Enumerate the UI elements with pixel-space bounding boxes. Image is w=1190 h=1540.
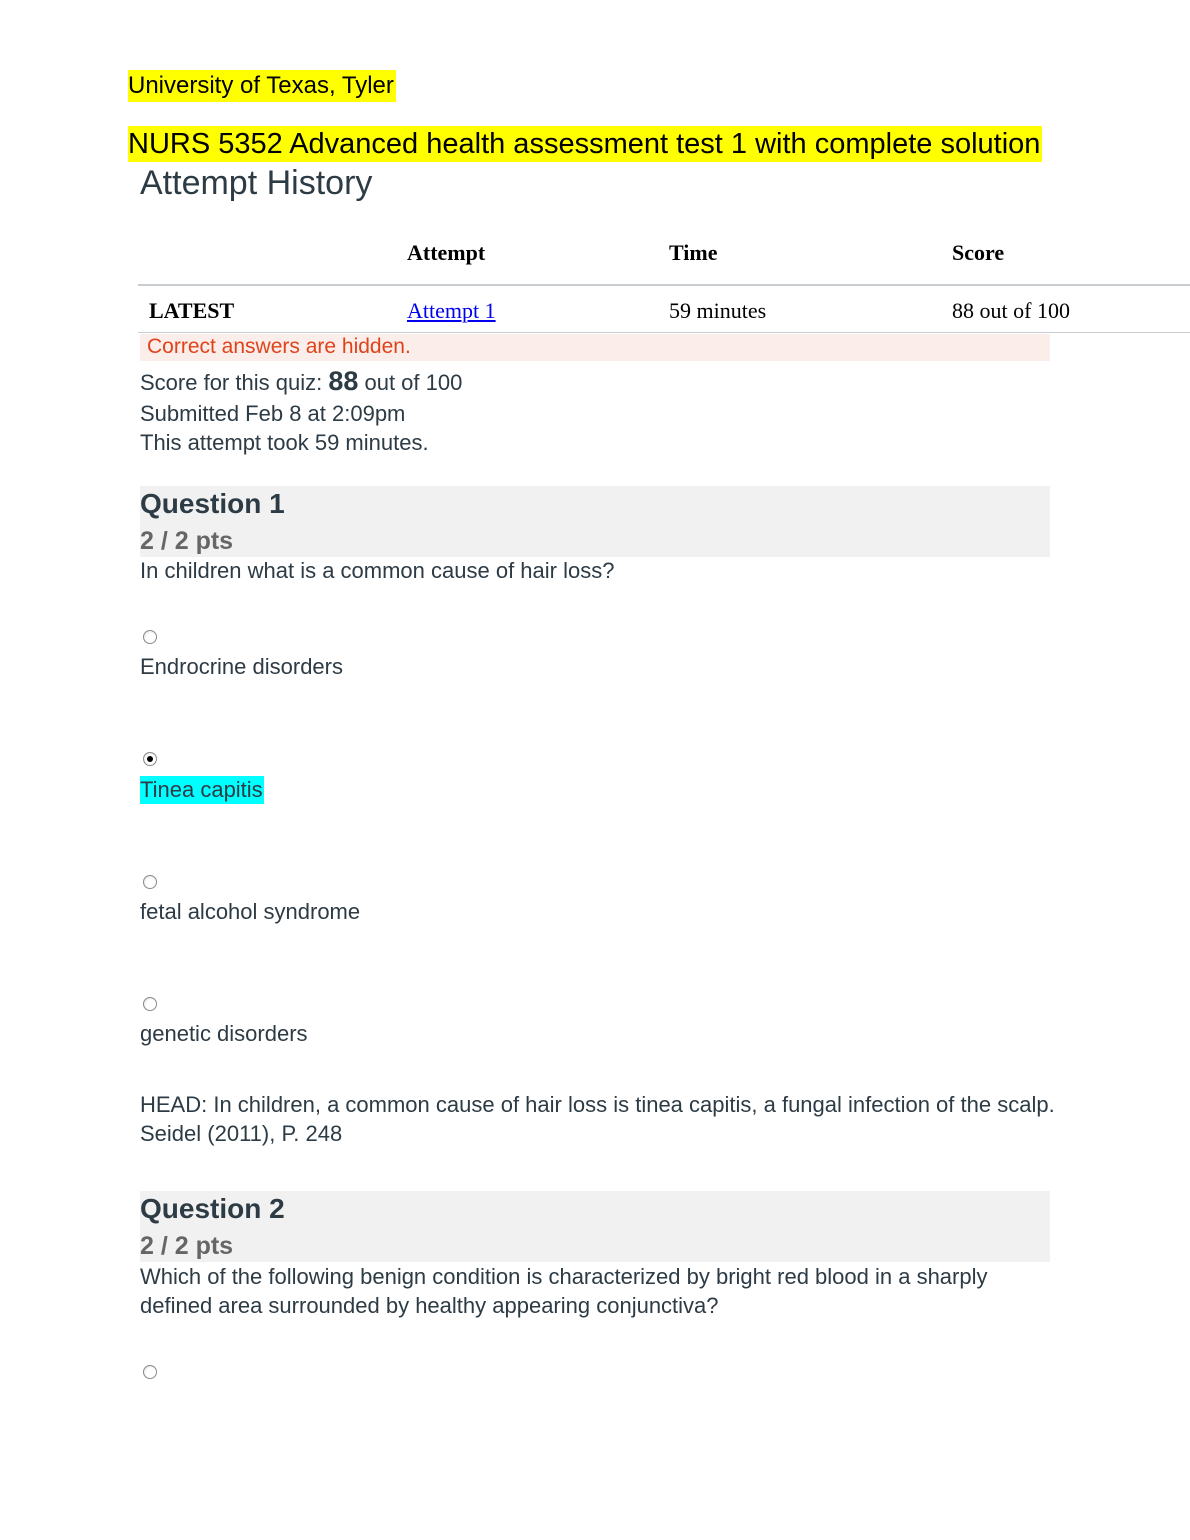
score-suffix: out of 100: [358, 370, 463, 395]
question-1-header: [140, 486, 1050, 557]
answer-option-1[interactable]: Endrocrine disorders: [140, 654, 343, 679]
submitted-time: Submitted Feb 8 at 2:09pm: [140, 401, 406, 426]
table-divider-bottom: [138, 332, 1190, 333]
attempt-duration: This attempt took 59 minutes.: [140, 430, 429, 455]
question-1-points: 2 / 2 pts: [140, 527, 234, 555]
answer-radio-q2-1[interactable]: [143, 1365, 157, 1379]
answers-hidden-text: Correct answers are hidden.: [147, 335, 411, 358]
attempt-time: 59 minutes: [669, 298, 767, 323]
question-1-title: Question 1: [140, 488, 285, 519]
quiz-score-line: [140, 366, 462, 397]
university-name: University of Texas, Tyler: [128, 70, 396, 102]
answer-radio-2[interactable]: [143, 752, 157, 766]
answer-radio-4[interactable]: [143, 997, 157, 1011]
score-prefix: Score for this quiz:: [140, 370, 329, 395]
column-header-attempt: Attempt: [407, 240, 486, 265]
answer-option-3[interactable]: fetal alcohol syndrome: [140, 899, 361, 924]
answer-radio-3[interactable]: [143, 875, 157, 889]
attempt-history-heading: Attempt History: [140, 164, 373, 202]
answer-option-2[interactable]: Tinea capitis: [140, 777, 263, 802]
question-2-header: [140, 1191, 1050, 1262]
attempt-1-link[interactable]: Attempt 1: [407, 298, 496, 323]
question-1-text: In children what is a common cause of hair loss?: [140, 558, 615, 583]
attempt-score: 88 out of 100: [952, 298, 1070, 323]
column-header-score: Score: [952, 240, 1005, 265]
table-divider: [138, 284, 1190, 286]
latest-label: LATEST: [149, 298, 235, 323]
document-title: NURS 5352 Advanced health assessment test 1 with complete solution: [128, 128, 1041, 160]
question-2-points: 2 / 2 pts: [140, 1232, 234, 1260]
answers-hidden-banner: [140, 334, 1050, 361]
answer-option-4[interactable]: genetic disorders: [140, 1021, 308, 1046]
column-header-time: Time: [669, 240, 718, 265]
score-value: 88: [328, 366, 359, 396]
question-1-explanation: HEAD: In children, a common cause of hair loss is tinea capitis, a fungal infection of the scalp. Seidel (2011), P. 248: [140, 1092, 1055, 1146]
question-2-text: Which of the following benign condition is characterized by bright red blood in a sharply defined area surrounded by healthy appearing conjunctiva?: [140, 1264, 988, 1318]
answer-radio-1[interactable]: [143, 630, 157, 644]
question-2-title: Question 2: [140, 1193, 285, 1224]
